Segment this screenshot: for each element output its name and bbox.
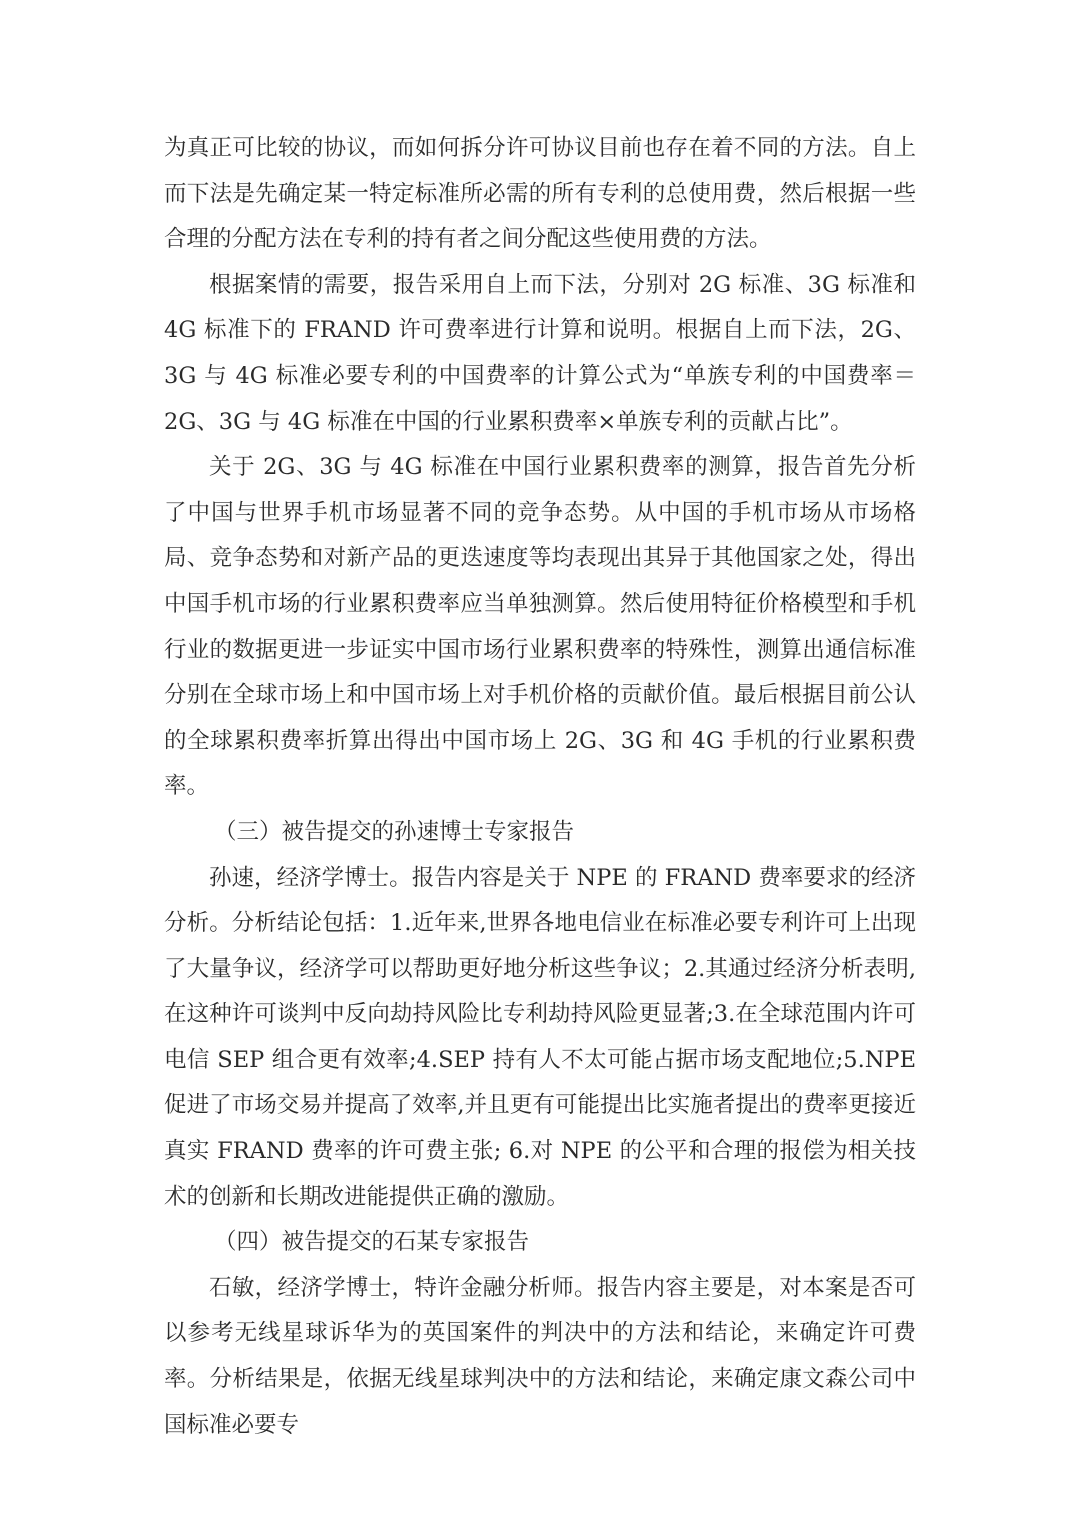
paragraph-sun-su-report: 孙速，经济学博士。报告内容是关于 NPE 的 FRAND 费率要求的经济分析。分析结论包括：1.近年来,世界各地电信业在标准必要专利许可上出现了大量争议，经济学可以帮助更好地分析这些争议；2.其通过经济分析表明,在这种许可谈判中反向劫持风险比专利劫持风险更显著;3.在全球范围内许可电信 SEP 组合更有效率;4.SEP 持有人不太可能占据市场支配地位;5.NPE 促进了市场交易并提高了效率,并且更有可能提出比实施者提出的费率更接近真实 FRAND 费率的许可费主张; 6.对 NPE 的公平和合理的报偿为相关技术的创新和长期改进能提供正确的激励。: [164, 864, 916, 1210]
paragraph-china-rate-analysis: 关于 2G、3G 与 4G 标准在中国行业累积费率的测算，报告首先分析了中国与世界手机市场显著不同的竞争态势。从中国的手机市场从市场格局、竞争态势和对新产品的更迭速度等均表现出其异于其他国家之处，得出中国手机市场的行业累积费率应当单独测算。然后使用特征价格模型和手机行业的数据更进一步证实中国市场行业累积费率的特殊性，测算出通信标准分别在全球市场上和中国市场上对手机价格的贡献价值。最后根据目前公认的全球累积费率折算出得出中国市场上 2G、3G 和 4G 手机的行业累积费率。: [164, 454, 916, 800]
section-heading-sun-su-report: （三）被告提交的孙速博士专家报告: [214, 818, 575, 845]
paragraph-report-method: 根据案情的需要，报告采用自上而下法，分别对 2G 标准、3G 标准和 4G 标准下的 FRAND 许可费率进行计算和说明。根据自上而下法，2G、3G 与 4G 标准必要专利的中国费率的计算公式为“单族专利的中国费率＝2G、3G 与 4G 标准在中国的行业累积费率×单族专利的贡献占比”。: [164, 271, 916, 435]
paragraph-shi-min-report: 石敏，经济学博士，特许金融分析师。报告内容主要是，对本案是否可以参考无线星球诉华为的英国案件的判决中的方法和结论，来确定许可费率。分析结果是，依据无线星球判决中的方法和结论，来确定康文森公司中国标准必要专: [164, 1274, 916, 1438]
document-page: [164, 126, 916, 1448]
section-heading-shi-report: （四）被告提交的石某专家报告: [214, 1229, 530, 1256]
paragraph-top-down-method: 为真正可比较的协议，而如何拆分许可协议目前也存在着不同的方法。自上而下法是先确定某一特定标准所必需的所有专利的总使用费，然后根据一些合理的分配方法在专利的持有者之间分配这些使用费的方法。: [164, 135, 916, 253]
